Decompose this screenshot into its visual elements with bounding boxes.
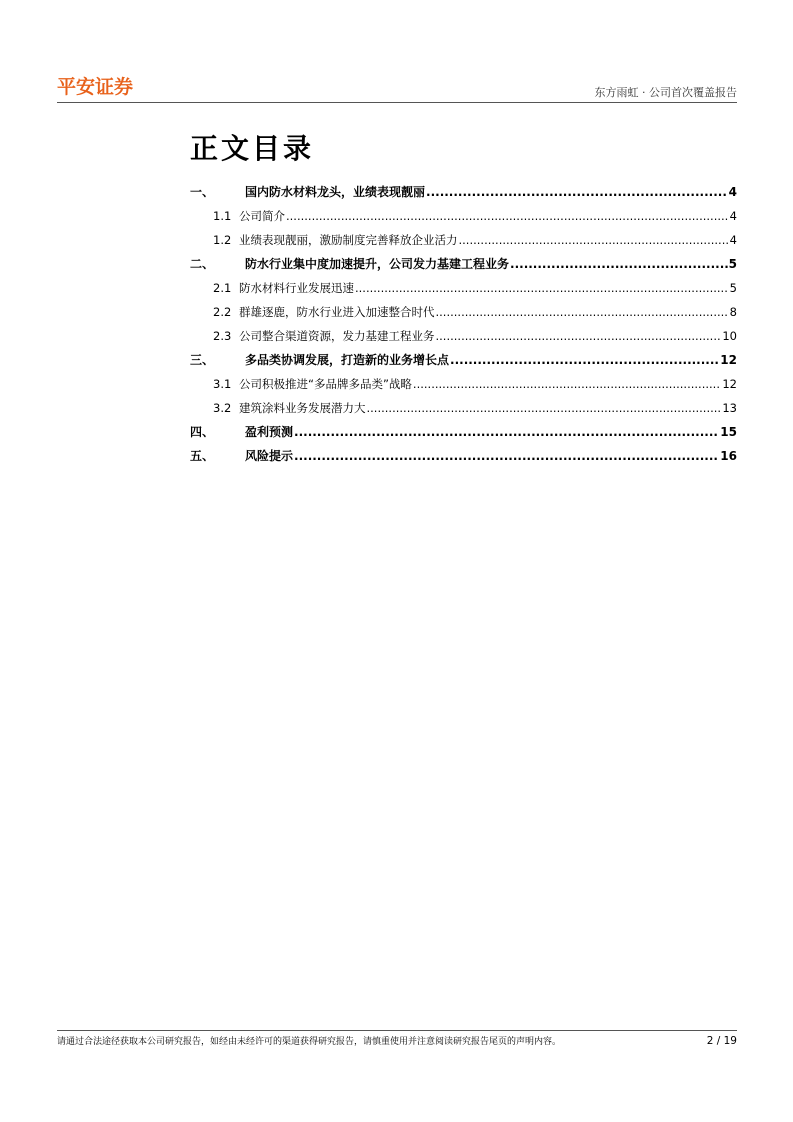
toc-entry-text: 公司简介 <box>239 209 285 223</box>
toc-entry-3-2[interactable] <box>190 396 737 420</box>
toc-entry-5[interactable] <box>190 444 737 468</box>
toc-leader-dots <box>436 324 722 348</box>
toc-title: 正文目录 <box>190 132 315 165</box>
toc-leader-dots <box>436 300 729 324</box>
toc-leader-dots <box>459 228 729 252</box>
toc-entry-page: 8 <box>729 305 737 319</box>
toc-entry-page: 15 <box>720 425 737 439</box>
toc-entry-4[interactable] <box>190 420 737 444</box>
footer-divider <box>57 1030 737 1031</box>
toc-leader-dots <box>510 252 728 276</box>
toc-entry-page: 4 <box>729 233 737 247</box>
toc-entry-text: 公司积极推进“多品牌多品类”战略 <box>239 377 412 391</box>
toc-leader-dots <box>450 348 719 372</box>
toc-leader-dots <box>426 180 728 204</box>
page-number: 2 / 19 <box>706 1035 737 1047</box>
toc-leader-dots <box>294 420 719 444</box>
toc-entry-3[interactable] <box>190 348 737 372</box>
toc-entry-2-1[interactable] <box>190 276 737 300</box>
toc-entry-number: 1.1 <box>213 209 232 223</box>
toc-entry-page: 10 <box>722 329 737 343</box>
toc-entry-text: 业绩表现靓丽，激励制度完善释放企业活力 <box>239 233 458 247</box>
toc-entry-text: 防水行业集中度加速提升，公司发力基建工程业务 <box>245 257 510 271</box>
footer-disclaimer: 请通过合法途径获取本公司研究报告，如经由未经许可的渠道获得研究报告，请慎重使用并注意阅读研究报告尾页的声明内容。 <box>57 1037 562 1047</box>
toc-leader-dots <box>286 204 729 228</box>
toc-entry-text: 风险提示 <box>245 449 294 463</box>
toc-entry-2-3[interactable] <box>190 324 737 348</box>
toc-entry-page: 4 <box>729 209 737 223</box>
toc-entry-page: 12 <box>720 353 737 367</box>
toc-entry-number: 2.3 <box>213 329 232 343</box>
toc-leader-dots <box>294 444 719 468</box>
toc-entry-page: 4 <box>728 185 737 199</box>
toc-entry-number: 二、 <box>190 257 215 271</box>
toc-entry-text: 建筑涂料业务发展潜力大 <box>239 401 366 415</box>
toc-entry-number: 四、 <box>190 425 215 439</box>
toc-entry-number: 三、 <box>190 353 215 367</box>
toc-entry-page: 12 <box>722 377 737 391</box>
toc-entry-number: 3.1 <box>213 377 232 391</box>
toc-entry-text: 多品类协调发展，打造新的业务增长点 <box>245 353 450 367</box>
toc-entry-page: 5 <box>729 281 737 295</box>
toc-leader-dots <box>355 276 729 300</box>
toc-entry-page: 16 <box>720 449 737 463</box>
toc-entry-number: 一、 <box>190 185 215 199</box>
toc-entry-1[interactable] <box>190 180 737 204</box>
toc-leader-dots <box>413 372 721 396</box>
table-of-contents <box>190 180 737 468</box>
toc-entry-text: 国内防水材料龙头，业绩表现靓丽 <box>245 185 426 199</box>
toc-entry-2[interactable] <box>190 252 737 276</box>
toc-entry-number: 3.2 <box>213 401 232 415</box>
toc-entry-text: 群雄逐鹿，防水行业进入加速整合时代 <box>239 305 435 319</box>
toc-entry-text: 防水材料行业发展迅速 <box>239 281 354 295</box>
toc-entry-page: 13 <box>722 401 737 415</box>
toc-entry-number: 1.2 <box>213 233 232 247</box>
toc-entry-1-1[interactable] <box>190 204 737 228</box>
toc-entry-1-2[interactable] <box>190 228 737 252</box>
toc-entry-number: 五、 <box>190 449 215 463</box>
report-type-label: 东方雨虹 · 公司首次覆盖报告 <box>594 86 737 99</box>
toc-leader-dots <box>367 396 722 420</box>
header-divider <box>57 102 737 103</box>
toc-entry-number: 2.1 <box>213 281 232 295</box>
toc-entry-3-1[interactable] <box>190 372 737 396</box>
toc-entry-text: 公司整合渠道资源，发力基建工程业务 <box>239 329 435 343</box>
toc-entry-number: 2.2 <box>213 305 232 319</box>
toc-entry-2-2[interactable] <box>190 300 737 324</box>
toc-entry-page: 5 <box>728 257 737 271</box>
toc-entry-text: 盈利预测 <box>245 425 294 439</box>
brand-logo: 平安证券 <box>57 76 134 98</box>
